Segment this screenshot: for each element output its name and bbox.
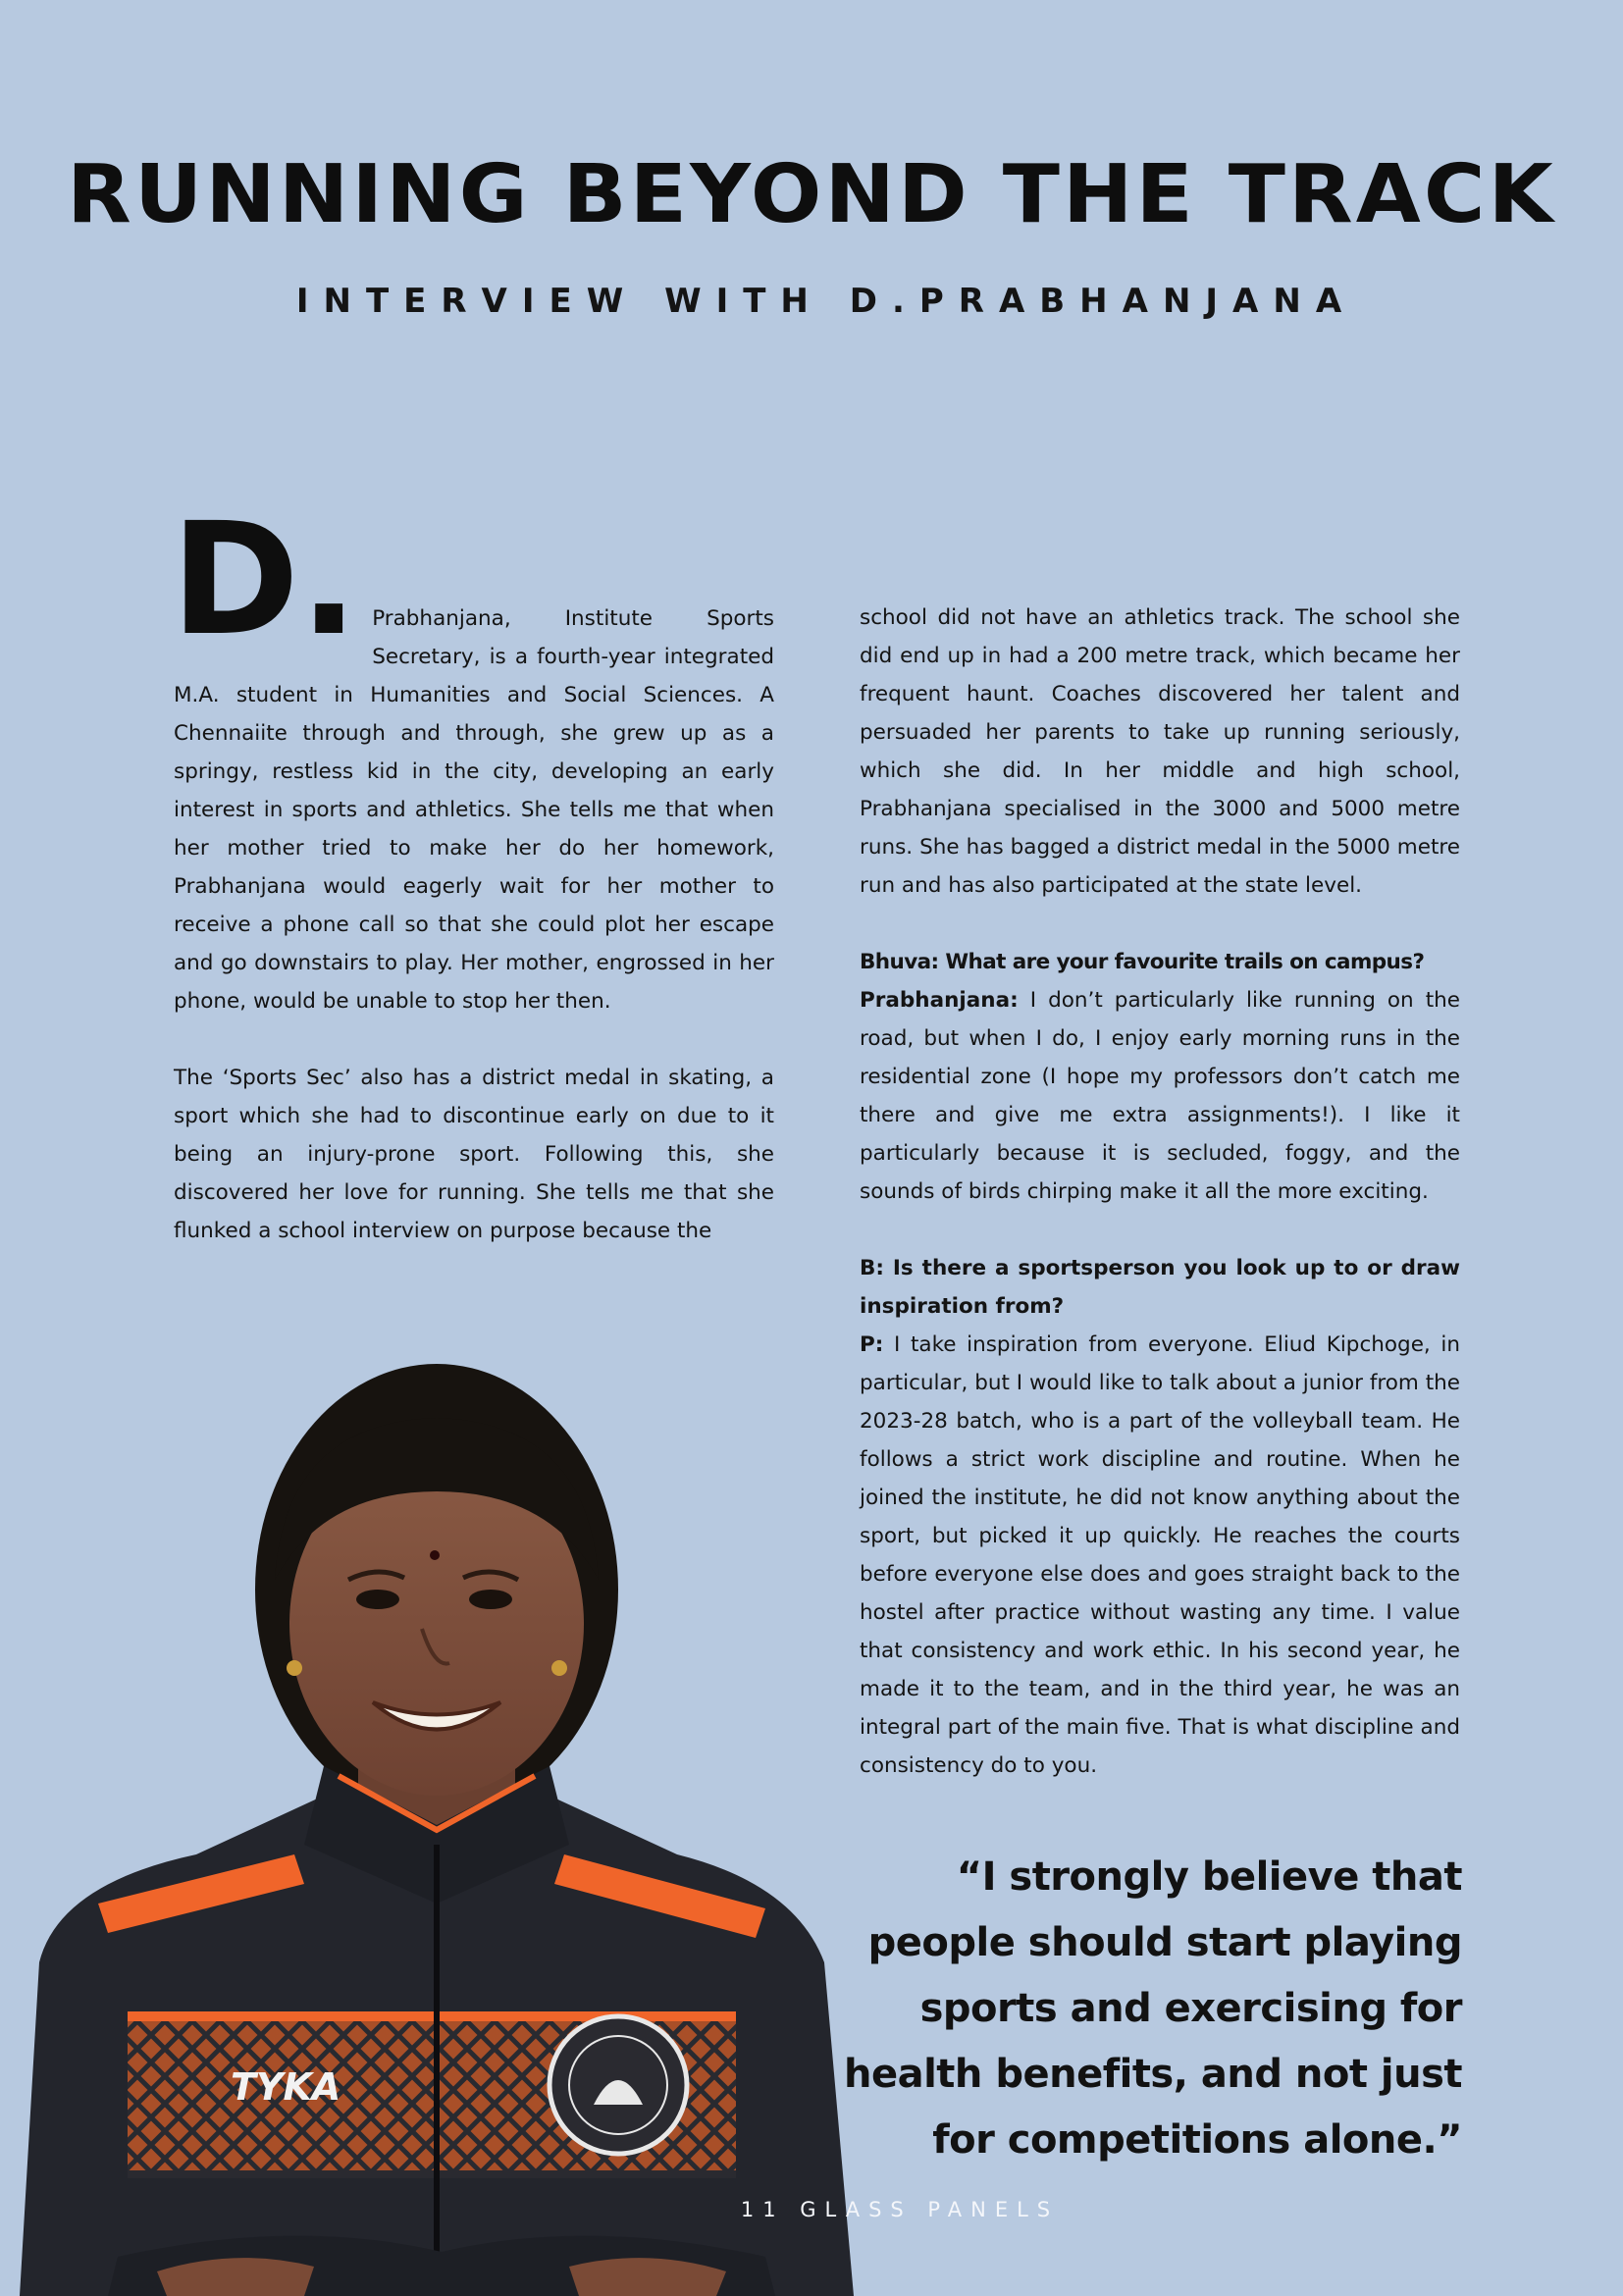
article-subtitle: INTERVIEW WITH D.PRABHANJANA <box>295 282 1357 321</box>
right-column <box>860 599 1460 1823</box>
answer-1: I don’t particularly like running on the road, but when I do, I enjoy early morning runs in the residential zone (I hope my professors don’t catch me there and give me extra assignments!). I like it particularly because it is secluded, foggy, and the sounds of birds chirping make it all the more exciting. <box>860 988 1460 1204</box>
earring-left <box>287 1660 302 1676</box>
earring-right <box>551 1660 567 1676</box>
left-column <box>171 490 774 1288</box>
bindi <box>430 1550 440 1560</box>
qa-1 <box>860 943 1460 1211</box>
qa-2 <box>860 1249 1460 1785</box>
eye-right <box>469 1590 512 1609</box>
question-2: B: Is there a sportsperson you look up to or draw inspiration from? <box>860 1256 1460 1319</box>
drop-cap: D. <box>171 490 359 670</box>
paragraph-2-text: The ‘Sports Sec’ also has a district medal in skating, a sport which she had to discontinue early on due to it being an injury-prone sport. Following this, she discovered her love for running. She tells me that she flunked a school interview on purpose because the <box>174 1066 774 1243</box>
intro-paragraph <box>171 490 774 1020</box>
eye-left <box>356 1590 399 1609</box>
answer-2: I take inspiration from everyone. Eliud Kipchoge, in particular, but I would like to talk about a junior from the 2023-28 batch, who is a part of the volleyball team. He follows a strict work discipline and routine. When he joined the institute, he did not know anything about the sport, but picked it up quickly. He reaches the courts before everyone else does and goes straight back to the hostel after practice without wasting any time. I value that consistency and work ethic. In his second year, he made it to the team, and in the third year, he was an integral part of the main five. That is what discipline and consistency do to you. <box>860 1332 1460 1778</box>
paragraph-2 <box>174 1059 774 1250</box>
paragraph-3: school did not have an athletics track. The school she did end up in had a 200 metre track, which became her frequent haunt. Coaches discovered her talent and persuaded her parents to take up running seriously, which she did. In her middle and high school, Prabhanjana specialised in the 3000 and 5000 metre runs. She has bagged a district medal in the 5000 metre run and has also participated at the state level. <box>860 605 1460 898</box>
jacket-brand: TYKA <box>231 2065 341 2109</box>
pull-quote: “I strongly believe that people should start playing sports and exercising for health benefits, and not just for competitions alone.” <box>844 1854 1463 2163</box>
answer-1-label: Prabhanjana: <box>860 988 1019 1013</box>
portrait-photo <box>0 1334 864 2296</box>
intro-text: Prabhanjana, Institute Sports Secretary, is a fourth-year integrated M.A. student in Humanities and Social Sciences. A Chennaiite through and through, she grew up as a springy, restless kid in the city, developing an early interest in sports and athletics. She tells me that when her mother tried to make her do her homework, Prabhanjana would eagerly wait for her mother to receive a phone call so that she could plot her escape and go downstairs to play. Her mother, engrossed in her phone, would be unable to stop her then. <box>174 606 774 1014</box>
article-title: RUNNING BEYOND THE TRACK <box>67 148 1556 241</box>
answer-2-label: P: <box>860 1332 884 1357</box>
page-footer: 11 GLASS PANELS <box>740 2198 1060 2221</box>
question-1: Bhuva: What are your favourite trails on campus? <box>860 950 1425 974</box>
